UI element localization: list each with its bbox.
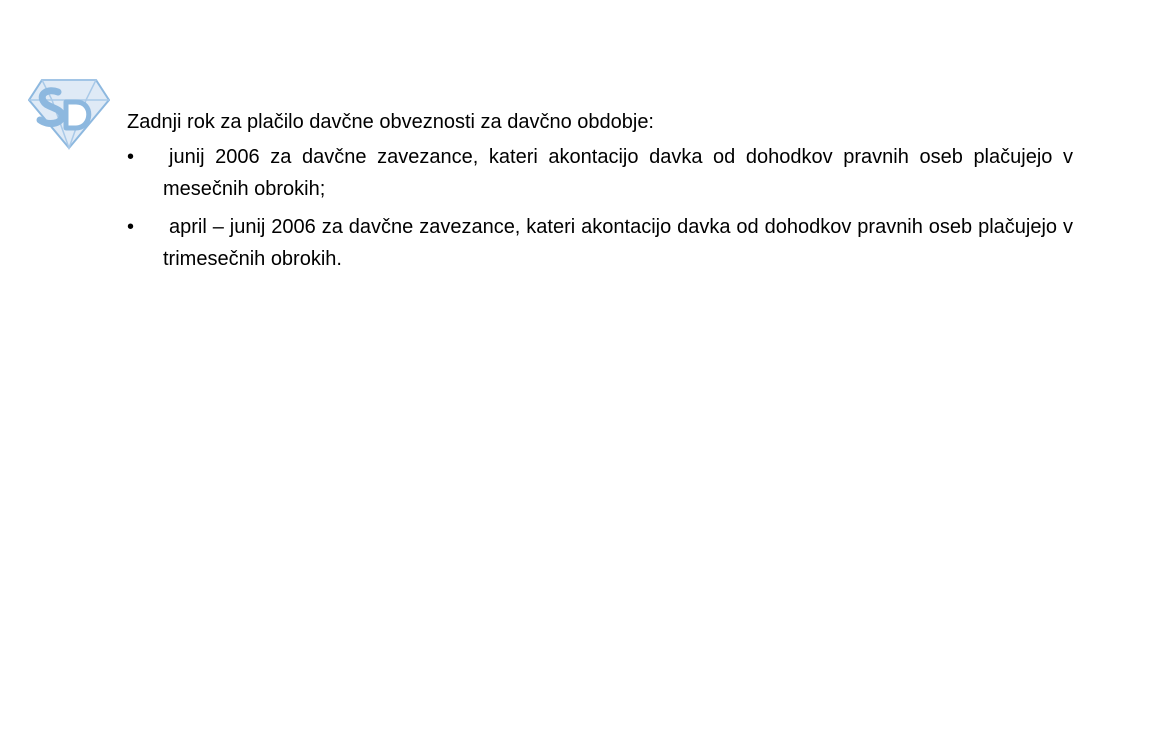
list-item-text: april – junij 2006 za davčne zavezance, kateri akontacijo davka od dohodkov pravnih oseb plačujejo v trimesečnih obrokih. bbox=[163, 216, 1073, 270]
sd-diamond-logo-icon bbox=[28, 78, 110, 150]
list-item bbox=[127, 211, 1073, 275]
document-body bbox=[127, 106, 1073, 281]
list-item-text: junij 2006 za davčne zavezance, kateri akontacijo davka od dohodkov pravnih oseb plačujejo v mesečnih obrokih; bbox=[163, 146, 1073, 200]
deadline-list bbox=[127, 141, 1073, 275]
bullet-icon: • bbox=[127, 146, 135, 168]
bullet-icon: • bbox=[127, 216, 135, 238]
intro-paragraph: Zadnji rok za plačilo davčne obveznosti za davčno obdobje: bbox=[127, 111, 654, 133]
list-item bbox=[127, 141, 1073, 205]
